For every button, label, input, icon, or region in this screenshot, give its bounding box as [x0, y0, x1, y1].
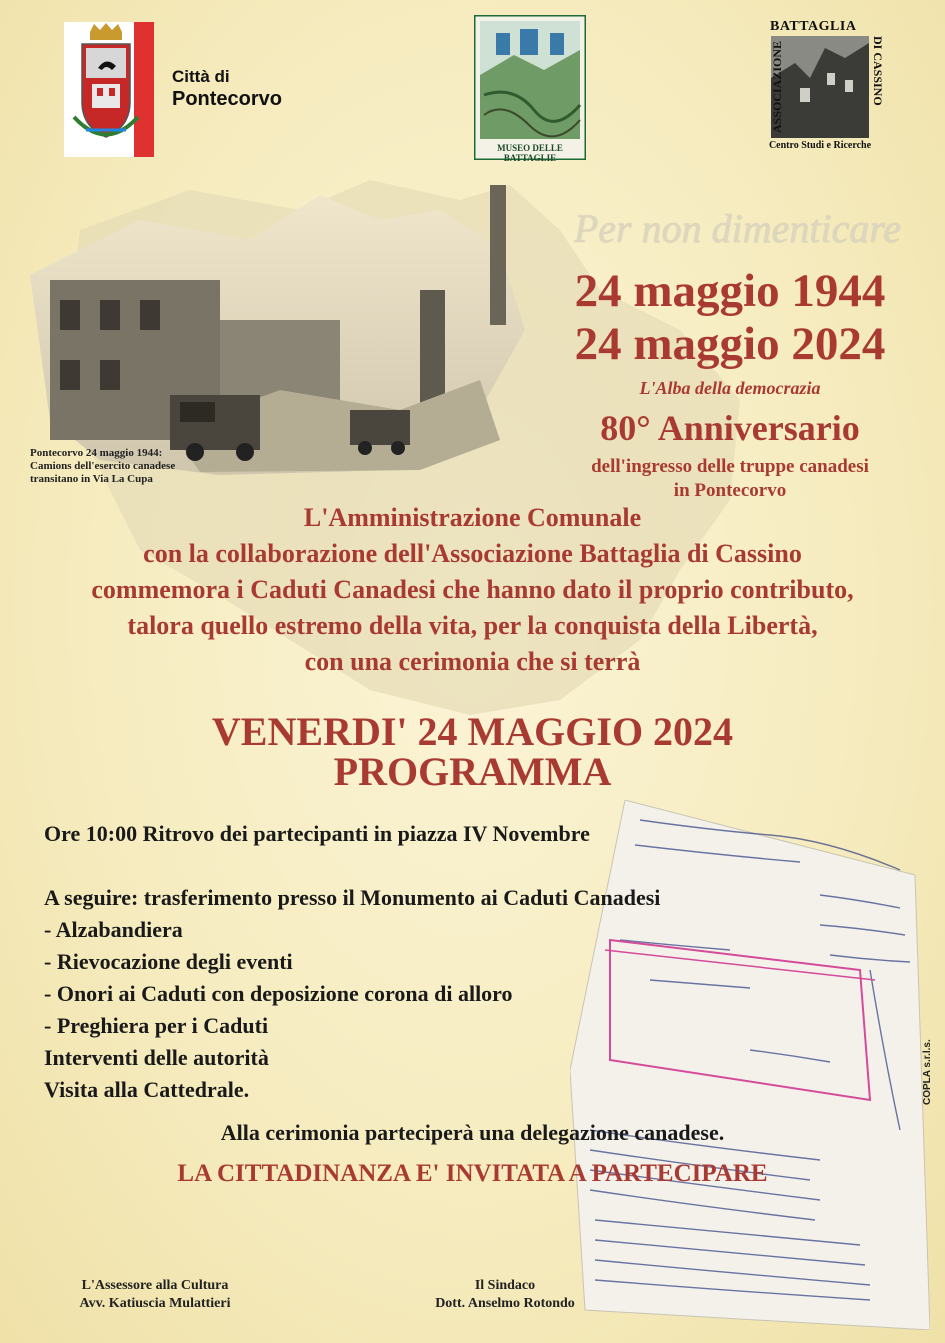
subtitle-alba: L'Alba della democrazia [639, 378, 821, 398]
sindaco-name: Dott. Anselmo Rotondo [435, 1296, 575, 1311]
sindaco-role: Il Sindaco [474, 1278, 536, 1293]
program-item-cattedrale: Visita alla Cattedrale. [44, 1077, 250, 1102]
program-list [44, 818, 660, 1106]
museo-delle-battaglie-logo [474, 15, 586, 160]
assoc-name-vertical: ASSOCIAZIONE [770, 40, 784, 133]
city-coat-of-arms-logo [64, 22, 154, 157]
city-label-line1: Città di [172, 67, 230, 86]
assoc-name-top: BATTAGLIA [770, 19, 857, 34]
program-item-interventi: Interventi delle autorità [44, 1045, 269, 1070]
program-item-preghiera: - Preghiera per i Caduti [44, 1013, 269, 1038]
announcement-line5: con una cerimonia che si terrà [304, 647, 641, 676]
assoc-name-side: DI CASSINO [871, 36, 885, 106]
anniversary-title: 80° Anniversario [600, 408, 860, 448]
signature-sindaco [390, 1277, 620, 1313]
ingresso-line2: in Pontecorvo [673, 480, 787, 501]
date-2024: 24 maggio 2024 [574, 318, 886, 370]
program-item-onori: - Onori ai Caduti con deposizione corona di alloro [44, 981, 513, 1006]
photo-caption-line2: Camions dell'esercito canadese [30, 460, 176, 472]
historical-photo [20, 180, 535, 475]
announcement-line2: con la collaborazione dell'Associazione Battaglia di Cassino [143, 539, 802, 568]
date-1944: 24 maggio 1944 [574, 265, 886, 317]
event-date: VENERDI' 24 MAGGIO 2024 [211, 709, 734, 754]
ingresso-text [540, 455, 920, 503]
museo-caption: MUSEO DELLE BATTAGLIE [497, 143, 563, 163]
city-label [172, 66, 282, 110]
programma-heading: PROGRAMMA [333, 749, 612, 794]
invitation-banner: LA CITTADINANZA E' INVITATA A PARTECIPARE [177, 1160, 768, 1187]
assessore-role: L'Assessore alla Cultura [81, 1278, 229, 1293]
assoc-caption: Centro Studi e Ricerche [768, 140, 872, 151]
tagline: Per non dimenticare [573, 206, 902, 251]
delegation-note: Alla cerimonia parteciperà una delegazione canadese. [220, 1120, 725, 1145]
program-item-alzabandiera: - Alzabandiera [44, 917, 183, 942]
assessore-name: Avv. Katiuscia Mulattieri [79, 1296, 231, 1311]
city-label-line2: Pontecorvo [172, 88, 283, 110]
announcement-line4: talora quello estremo della vita, per la conquista della Libertà, [127, 611, 818, 640]
announcement [20, 500, 925, 680]
announcement-line3: commemora i Caduti Canadesi che hanno dato il proprio contributo, [91, 575, 854, 604]
signature-assessore [40, 1277, 270, 1313]
announcement-line1: L'Amministrazione Comunale [303, 503, 642, 532]
program-item-ritrovo: Ore 10:00 Ritrovo dei partecipanti in piazza IV Novembre [44, 821, 590, 846]
ingresso-line1: dell'ingresso delle truppe canadesi [591, 456, 869, 477]
photo-caption [30, 447, 260, 486]
photo-caption-line3: transitano in Via La Cupa [30, 473, 153, 485]
program-item-rievocazione: - Rievocazione degli eventi [44, 949, 293, 974]
photo-caption-line1: Pontecorvo 24 maggio 1944: [30, 447, 163, 459]
printer-credit: COPLA s.r.l.s. [922, 1039, 933, 1105]
program-item-trasferimento: A seguire: trasferimento presso il Monumento ai Caduti Canadesi [44, 885, 661, 910]
